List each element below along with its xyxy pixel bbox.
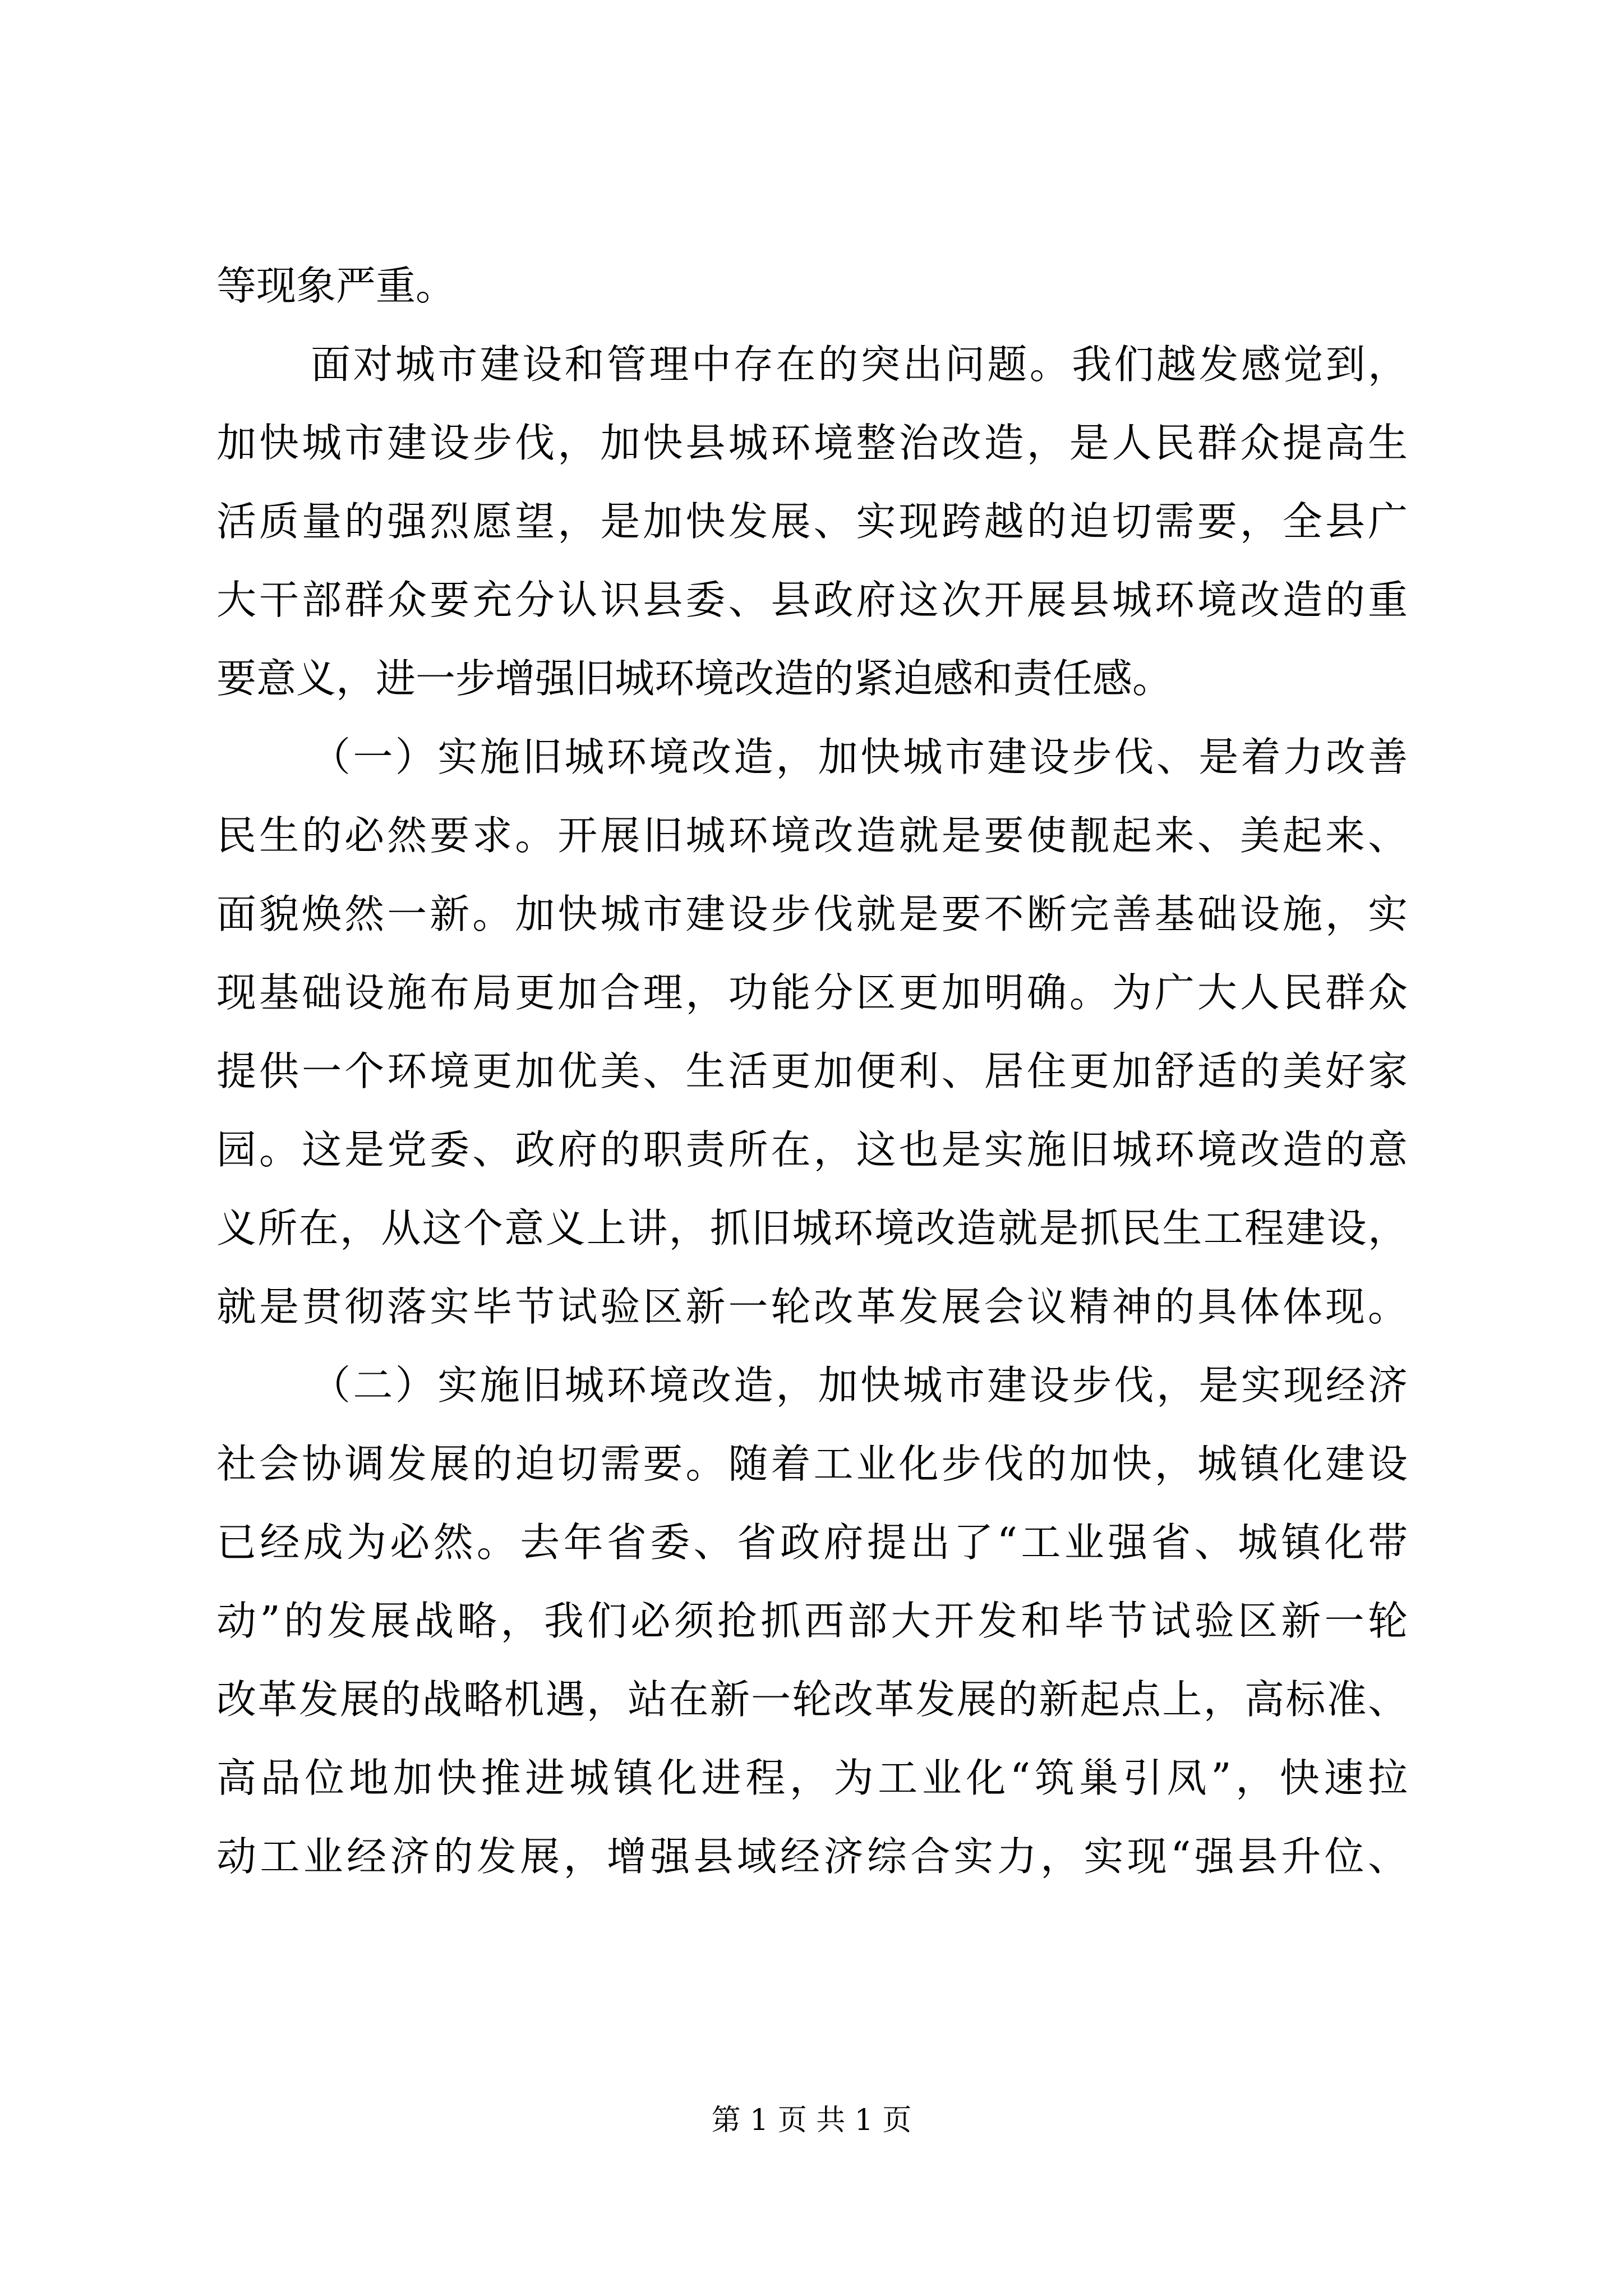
text-line: 等现象严重。 bbox=[216, 263, 456, 309]
text-line: 大干部群众要充分认识县委、县政府这次开展县城环境改造的重 bbox=[216, 577, 1408, 623]
paragraph-start-line: （一）实施旧城环境改造，加快城市建设步伐、是着力改善 bbox=[311, 734, 1408, 780]
page-number-label: 第 1 页 共 1 页 bbox=[711, 2104, 912, 2137]
text-line: 义所在，从这个意义上讲，抓旧城环境改造就是抓民生工程建设， bbox=[216, 1205, 1408, 1251]
body-text bbox=[216, 247, 1408, 1896]
text-line: 动工业经济的发展，增强县域经济综合实力，实现“强县升位、 bbox=[216, 1833, 1408, 1880]
text-line: 加快城市建设步伐，加快县城环境整治改造，是人民群众提高生 bbox=[216, 420, 1408, 466]
text-line: 高品位地加快推进城镇化进程，为工业化“筑巢引凤”，快速拉 bbox=[216, 1755, 1408, 1801]
text-line: 面貌焕然一新。加快城市建设步伐就是要不断完善基础设施，实 bbox=[216, 891, 1408, 937]
text-line: 已经成为必然。去年省委、省政府提出了“工业强省、城镇化带 bbox=[216, 1519, 1408, 1566]
text-line: 现基础设施布局更加合理，功能分区更加明确。为广大人民群众 bbox=[216, 969, 1408, 1016]
text-line: 民生的必然要求。开展旧城环境改造就是要使靓起来、美起来、 bbox=[216, 812, 1408, 859]
text-line: 要意义，进一步增强旧城环境改造的紧迫感和责任感。 bbox=[216, 655, 1173, 702]
text-line: 活质量的强烈愿望，是加快发展、实现跨越的迫切需要，全县广 bbox=[216, 498, 1408, 545]
text-line: 提供一个环境更加优美、生活更加便利、居住更加舒适的美好家 bbox=[216, 1048, 1408, 1094]
text-line: 社会协调发展的迫切需要。随着工业化步伐的加快，城镇化建设 bbox=[216, 1441, 1408, 1487]
text-line: 改革发展的战略机遇，站在新一轮改革发展的新起点上，高标准、 bbox=[216, 1676, 1408, 1723]
page-footer bbox=[0, 2101, 1623, 2140]
paragraph-start-line: 面对城市建设和管理中存在的突出问题。我们越发感觉到， bbox=[311, 341, 1408, 388]
paragraph-start-line: （二）实施旧城环境改造，加快城市建设步伐，是实现经济 bbox=[311, 1362, 1408, 1409]
text-line: 园。这是党委、政府的职责所在，这也是实施旧城环境改造的意 bbox=[216, 1126, 1408, 1173]
text-line: 动”的发展战略，我们必须抢抓西部大开发和毕节试验区新一轮 bbox=[216, 1598, 1408, 1644]
text-line: 就是贯彻落实毕节试验区新一轮改革发展会议精神的具体体现。 bbox=[216, 1283, 1408, 1330]
